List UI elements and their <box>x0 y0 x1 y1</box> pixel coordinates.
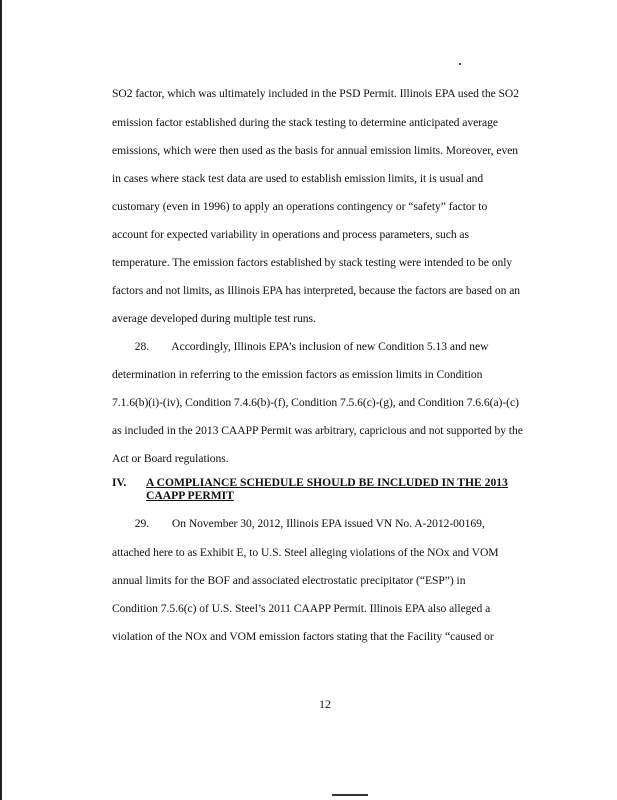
scan-speck <box>459 63 461 65</box>
paragraph-29-line: 29. On November 30, 2012, Illinois EPA issued VN No. A-2012-00169, <box>112 517 485 530</box>
paragraph-line: Act or Board regulations. <box>112 452 229 465</box>
page-number: 12 <box>319 697 331 711</box>
paragraph-line: emission factor established during the stack testing to determine anticipated average <box>112 116 498 129</box>
paragraph-line: as included in the 2013 CAAPP Permit was arbitrary, capricious and not supported by the <box>112 424 523 437</box>
section-number: IV. <box>112 476 127 489</box>
paragraph-line: SO2 factor, which was ultimately included in the PSD Permit. Illinois EPA used the SO2 <box>112 87 520 100</box>
paragraph-line: account for expected variability in operations and process parameters, such as <box>112 228 469 241</box>
paragraph-line: customary (even in 1996) to apply an operations contingency or “safety” factor to <box>112 200 488 213</box>
paragraph-line: attached here to as Exhibit E, to U.S. Steel alleging violations of the NOx and VOM <box>112 546 499 559</box>
paragraph-line: determination in referring to the emission factors as emission limits in Condition <box>112 368 483 381</box>
paragraph-line: emissions, which were then used as the basis for annual emission limits. Moreover, even <box>112 144 519 157</box>
scan-edge <box>0 0 2 800</box>
paragraph-line: violation of the NOx and VOM emission factors stating that the Facility “caused or <box>112 630 494 643</box>
paragraph-28-line: 28. Accordingly, Illinois EPA’s inclusion of new Condition 5.13 and new <box>112 340 489 353</box>
paragraph-line: factors and not limits, as Illinois EPA has interpreted, because the factors are based on an <box>112 284 521 297</box>
section-heading-continued: CAAPP PERMIT <box>146 489 234 502</box>
paragraph-line: Condition 7.5.6(c) of U.S. Steel’s 2011 CAAPP Permit. Illinois EPA also alleged a <box>112 602 491 615</box>
scan-edge-bottom <box>332 794 368 796</box>
paragraph-line: average developed during multiple test runs. <box>112 312 316 325</box>
section-heading: A COMPLIANCE SCHEDULE SHOULD BE INCLUDED IN THE 2013 <box>146 476 508 489</box>
paragraph-line: in cases where stack test data are used to establish emission limits, it is usual and <box>112 172 484 185</box>
paragraph-line: temperature. The emission factors established by stack testing were intended to be only <box>112 256 513 269</box>
paragraph-line: annual limits for the BOF and associated electrostatic precipitator (“ESP”) in <box>112 574 466 587</box>
paragraph-line: 7.1.6(b)(i)-(iv), Condition 7.4.6(b)-(f), Condition 7.5.6(c)-(g), and Condition 7.6.6(a)-(c) <box>112 396 519 409</box>
